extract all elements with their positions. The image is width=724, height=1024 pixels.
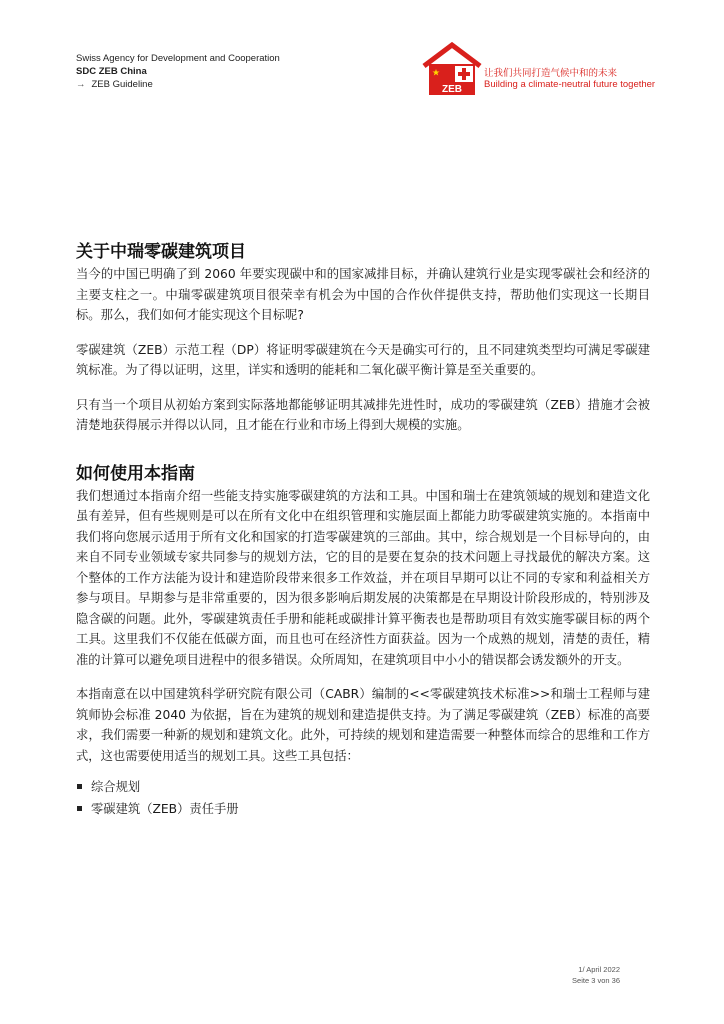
paragraph: 本指南意在以中国建筑科学研究院有限公司（CABR）编制的<<零碳建筑技术标准>>和瑞士工程师与建筑师协会标准 2040 为依据，旨在为建筑的规划和建造提供支持。为了满足零碳建筑（ZEB）标准的高要求，我们需要一种新的规划和建筑文化。此外，可持续的规划和建造需要一种整体而综合的思维和工作方式，这也需要使用适当的规划工具。这些工具包括： — [76, 687, 650, 763]
list-item — [76, 798, 650, 820]
bullet-icon — [77, 784, 82, 789]
guideline-link[interactable] — [76, 78, 280, 91]
list-item-label: 零碳建筑（ZEB）责任手册 — [91, 802, 239, 816]
paragraph: 我们想通过本指南介绍一些能支持实施零碳建筑的方法和工具。中国和瑞士在建筑领域的规划和建造文化虽有差异，但有些规则是可以在所有文化中在组织管理和实施层面上都能力助零碳建筑实施的。本指南中我们将向您展示适用于所有文化和国家的打造零碳建筑的三部曲。其中，综合规划是一个目标导向的，由来自不同专业领域专家共同参与的规划方法，它的目的是要在复杂的技术问题上寻找最优的解决方案。这个整体的工作方法能为设计和建造阶段带来很多工作效益，并在项目早期可以让不同的专家和利益相关方参与项目。早期参与是非常重要的，因为很多影响后期发展的决策都是在早期设计阶段形成的，特别涉及隐含碳的问题。此外，零碳建筑责任手册和能耗或碳排计算平衡表也是帮助项目有效实施零碳目标的两个工具。这里我们不仅能在低碳方面，而且也可在经济性方面获益。因为一个成熟的规划，清楚的责任，精准的计算可以避免项目进程中的很多错误。众所周知，在建筑项目中小小的错误都会诱发额外的开支。 — [76, 488, 650, 667]
tagline-en: Building a climate-neutral future together — [484, 79, 656, 90]
paragraph: 零碳建筑（ZEB）示范工程（DP）将证明零碳建筑在今天是确实可行的，且不同建筑类型均可满足零碳建筑标准。为了得以证明，这里，详实和透明的能耗和二氧化碳平衡计算是至关重要的。 — [76, 342, 650, 377]
footer-date: 1/ April 2022 — [578, 965, 620, 974]
logo-text: ZEB — [442, 84, 462, 95]
bullet-icon — [77, 806, 82, 811]
guideline-label: ZEB Guideline — [91, 79, 153, 90]
tagline — [484, 68, 655, 90]
tools-list — [76, 776, 650, 820]
section-title-about: 关于中瑞零碳建筑项目 — [76, 242, 246, 262]
page-footer — [572, 964, 620, 986]
paragraph: 只有当一个项目从初始方案到实际落地都能够证明其减排先进性时，成功的零碳建筑（ZEB）措施才会被清楚地获得展示并得以认同，且才能在行业和市场上得到大规模的实施。 — [76, 397, 650, 432]
document-header — [76, 52, 280, 91]
list-item-label: 综合规划 — [91, 780, 141, 794]
paragraph: 当今的中国已明确了到 2060 年要实现碳中和的国家减排目标，并确认建筑行业是实现零碳社会和经济的主要支柱之一。中瑞零碳建筑项目很荣幸有机会为中国的合作伙伴提供支持，帮助他们实现这一长期目标。那么，我们如何才能实现这个目标呢? — [76, 267, 650, 322]
arrow-right-icon: → — [76, 79, 86, 90]
list-item — [76, 776, 650, 798]
section-title-how-to-use: 如何使用本指南 — [76, 463, 195, 484]
program-name: SDC ZEB China — [76, 66, 147, 77]
zeb-logo — [421, 42, 483, 96]
org-name: Swiss Agency for Development and Cooperation — [76, 53, 280, 64]
page-number: Seite 3 von 36 — [572, 976, 620, 985]
tagline-cn: 让我们共同打造气候中和的未来 — [484, 68, 618, 79]
main-content — [76, 240, 650, 820]
